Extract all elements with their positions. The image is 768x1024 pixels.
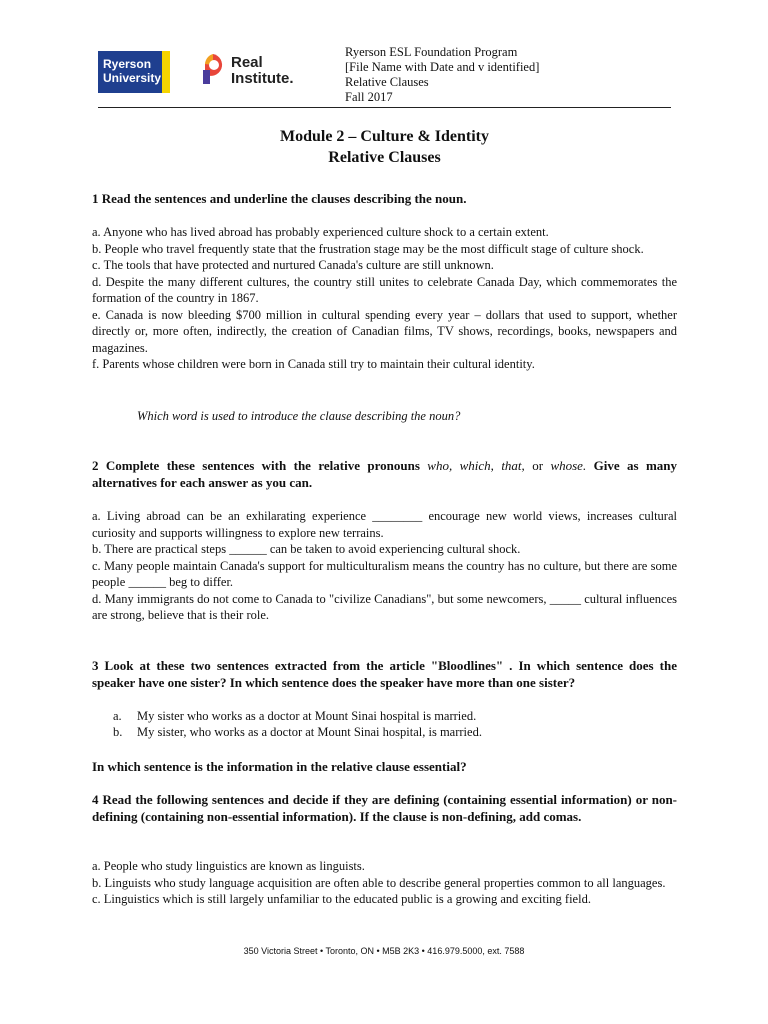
question-4-sentences [92, 858, 677, 908]
question-4-heading: 4 Read the following sentences and decide if they are defining (containing essential information) or non-defining (containing non-essential information). If the clause is non-defining, add comas. [92, 792, 677, 824]
question-3-followup: In which sentence is the information in the relative clause essential? [92, 759, 467, 774]
question-2-heading [92, 457, 677, 491]
logo-text: Ryerson [103, 57, 152, 71]
list-item: b. Linguists who study language acquisition are often able to describe general properties common to all languages. [92, 875, 666, 890]
heading-text: or [532, 458, 544, 473]
list-item: f. Parents whose children were born in Canada still try to maintain their cultural identity. [92, 357, 535, 371]
header-divider [98, 107, 671, 108]
option-text: My sister who works as a doctor at Mount Sinai hospital is married. [137, 709, 477, 723]
logo-text: Institute. [231, 70, 294, 87]
question-1-prompt: Which word is used to introduce the clause describing the noun? [137, 409, 461, 423]
page-footer: 350 Victoria Street • Toronto, ON • M5B 2K3 • 416.979.5000, ext. 7588 [243, 946, 525, 956]
document-header [345, 45, 539, 105]
heading-text: Give as many alternatives for each answer as you can. [92, 458, 678, 490]
question-2-sentences [92, 508, 677, 624]
list-item: a. Living abroad can be an exhilarating experience ________ encourage new world views, increases cultural curiosity and supports willingness to explore new terrains. [92, 509, 677, 540]
list-item: b. People who travel frequently state that the frustration stage may be the most difficult stage of culture shock. [92, 241, 644, 256]
question-3-options [113, 708, 482, 740]
logo-text: University [103, 71, 162, 85]
option-marker: b. [113, 725, 123, 739]
list-item: c. The tools that have protected and nurtured Canada's culture are still unknown. [92, 258, 494, 272]
list-item: c. Many people maintain Canada's support for multiculturalism means the country has no culture, but there are some people ______ beg to differ. [92, 558, 677, 589]
real-institute-logo [200, 50, 300, 90]
page-subtitle: Relative Clauses [328, 149, 441, 166]
header-line: Fall 2017 [345, 90, 393, 104]
heading-pronouns: who, which, that, [427, 458, 525, 473]
question-1-sentences [92, 224, 677, 373]
header-line: Ryerson ESL Foundation Program [345, 45, 518, 59]
question-1-heading: 1 Read the sentences and underline the clauses describing the noun. [92, 191, 467, 206]
list-item: d. Many immigrants do not come to Canada to "civilize Canadians", but some newcomers, _____ cultural influences are strong, believe that is their role. [92, 591, 677, 622]
list-item: e. Canada is now bleeding $700 million in cultural spending every year – dollars that used to support, whether directly or, more often, indirectly, the creation of Canadian films, TV shows, recordings, books, newspapers and magazines. [92, 307, 677, 355]
list-item [113, 708, 482, 724]
list-item: a. Anyone who has lived abroad has probably experienced culture shock to a certain extent. [92, 225, 549, 239]
header-line: [File Name with Date and v identified] [345, 60, 540, 74]
option-text: My sister, who works as a doctor at Mount Sinai hospital, is married. [137, 725, 482, 739]
heading-text: 2 Complete these sentences with the relative pronouns [92, 458, 420, 473]
list-item: c. Linguistics which is still largely unfamiliar to the educated public is a growing and exciting field. [92, 892, 591, 906]
heading-pronouns: whose. [550, 458, 587, 473]
list-item: a. People who study linguistics are known as linguists. [92, 859, 365, 873]
ryerson-university-logo [98, 51, 170, 93]
list-item [113, 724, 482, 740]
real-institute-mark-icon [200, 50, 230, 88]
logo-text: Real [231, 54, 263, 71]
list-item: d. Despite the many different cultures, the country still unites to celebrate Canada Day, which commemorates the formation of the country in 1867. [92, 274, 677, 305]
question-3-heading: 3 Look at these two sentences extracted from the article "Bloodlines" . In which sentence does the speaker have one sister? In which sentence does the speaker have more than one sister? [92, 658, 677, 690]
page-title: Module 2 – Culture & Identity [279, 128, 490, 145]
list-item: b. There are practical steps ______ can be taken to avoid experiencing cultural shock. [92, 542, 521, 556]
option-marker: a. [113, 709, 122, 723]
header-line: Relative Clauses [345, 75, 429, 89]
